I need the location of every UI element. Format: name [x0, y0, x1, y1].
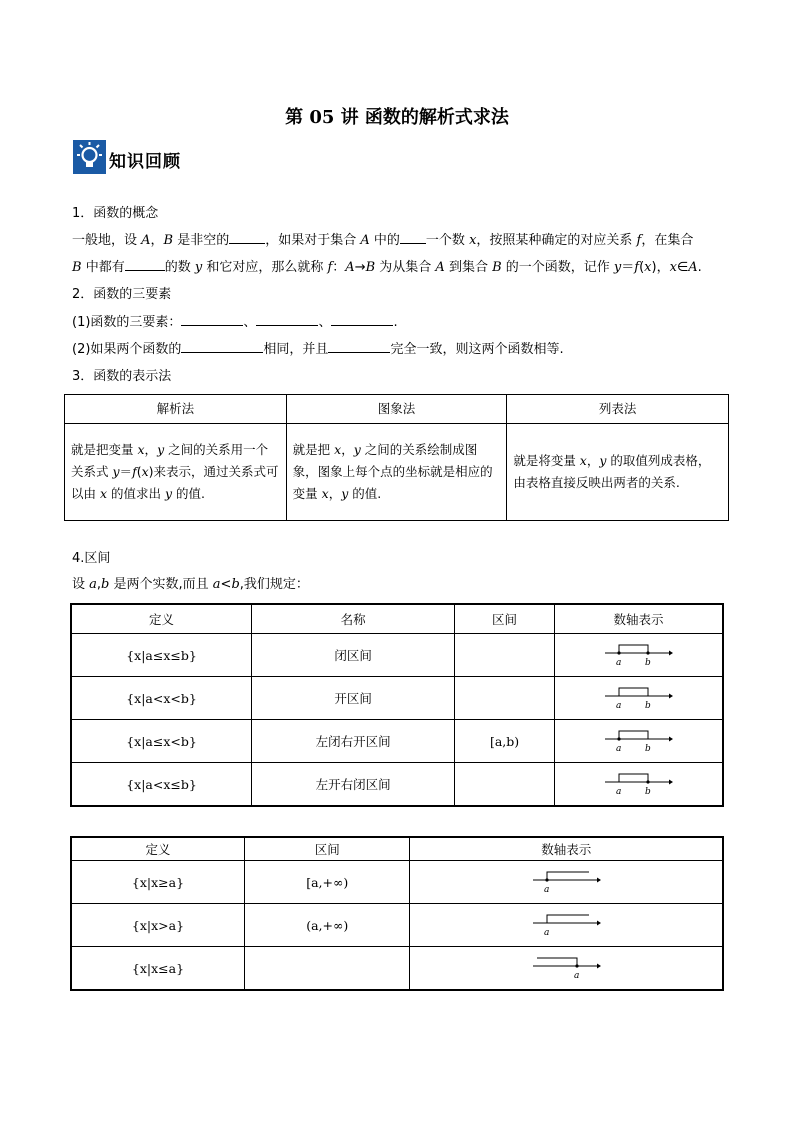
table-header: 区间 — [455, 604, 555, 634]
blank[interactable] — [256, 313, 318, 326]
number-line — [531, 869, 601, 895]
number-line-cell — [554, 677, 723, 720]
number-line-cell — [554, 763, 723, 807]
page-title: 第 05 讲 函数的解析式求法 — [285, 107, 509, 128]
definition-cell: {x|x≥a} — [71, 861, 245, 904]
number-line — [531, 912, 601, 938]
finite-interval-table — [70, 603, 724, 807]
blank[interactable] — [181, 313, 243, 326]
svg-text:b: b — [645, 744, 652, 754]
table-header: 定义 — [71, 604, 252, 634]
definition-cell: {x|a≤x<b} — [71, 720, 252, 763]
section-label: 知识回顾 — [109, 152, 181, 172]
number-line — [603, 685, 673, 711]
number-line — [603, 771, 673, 797]
svg-text:b: b — [645, 787, 652, 797]
svg-text:a: a — [616, 658, 622, 668]
heading-representation: 3．函数的表示法 — [72, 369, 172, 384]
analytic-method-cell: 就是把变量 x，y 之间的关系用一个关系式 y＝f(x)来表示，通过关系式可以由 x 的值求出 y 的值. — [65, 424, 287, 521]
lightbulb-icon — [73, 140, 106, 174]
interval-cell — [455, 634, 555, 677]
table-header: 解析法 — [65, 395, 287, 424]
number-line-cell — [410, 947, 723, 991]
number-line — [603, 728, 673, 754]
number-line-cell — [410, 861, 723, 904]
table-row — [71, 763, 723, 807]
table-row — [71, 947, 723, 991]
definition-cell: {x|a<x≤b} — [71, 763, 252, 807]
table-row — [71, 677, 723, 720]
elements-line-1: (1)函数的三要素： 、 、 . — [72, 315, 398, 330]
interval-cell — [455, 763, 555, 807]
number-line — [603, 642, 673, 668]
interval-cell: (a,+∞) — [245, 904, 410, 947]
table-header: 列表法 — [507, 395, 729, 424]
table-header: 定义 — [71, 837, 245, 861]
interval-intro: 设 a,b 是两个实数,而且 a<b,我们规定： — [72, 577, 309, 592]
svg-text:b: b — [645, 701, 652, 711]
table-header: 图象法 — [286, 395, 507, 424]
svg-text:a: a — [574, 971, 580, 981]
interval-cell: [a,+∞) — [245, 861, 410, 904]
svg-text:a: a — [544, 928, 550, 938]
heading-three-elements: 2．函数的三要素 — [72, 287, 172, 302]
blank[interactable] — [331, 313, 393, 326]
table-row — [71, 720, 723, 763]
blank[interactable] — [400, 231, 426, 244]
definition-cell: {x|x>a} — [71, 904, 245, 947]
graph-method-cell: 就是把 x，y 之间的关系绘制成图象，图象上每个点的坐标就是相应的变量 x，y 的值. — [286, 424, 507, 521]
representation-table — [64, 394, 729, 521]
blank[interactable] — [125, 258, 165, 271]
svg-text:b: b — [645, 658, 652, 668]
table-row — [71, 861, 723, 904]
number-line — [531, 955, 601, 981]
number-line-cell — [554, 634, 723, 677]
svg-text:a: a — [616, 787, 622, 797]
definition-cell: {x|x≤a} — [71, 947, 245, 991]
interval-cell — [245, 947, 410, 991]
blank[interactable] — [229, 231, 265, 244]
svg-text:a: a — [616, 744, 622, 754]
interval-cell: [a,b) — [455, 720, 555, 763]
definition-cell: {x|a≤x≤b} — [71, 634, 252, 677]
number-line-cell — [410, 904, 723, 947]
name-cell: 左闭右开区间 — [252, 720, 455, 763]
heading-interval: 4.区间 — [72, 551, 111, 566]
concept-line-1: 一般地，设 A，B 是非空的 ，如果对于集合 A 中的 一个数 x，按照某种确定的对应关系 f，在集合 — [72, 233, 694, 248]
blank[interactable] — [181, 340, 263, 353]
table-header: 区间 — [245, 837, 410, 861]
table-header: 名称 — [252, 604, 455, 634]
heading-function-concept: 1．函数的概念 — [72, 206, 159, 221]
table-header: 数轴表示 — [554, 604, 723, 634]
table-row — [71, 634, 723, 677]
name-cell: 闭区间 — [252, 634, 455, 677]
interval-cell — [455, 677, 555, 720]
blank[interactable] — [328, 340, 390, 353]
svg-text:a: a — [616, 701, 622, 711]
table-header: 数轴表示 — [410, 837, 723, 861]
name-cell: 开区间 — [252, 677, 455, 720]
concept-line-2: B 中都有 的数 y 和它对应，那么就称 f：A→B 为从集合 A 到集合 B 的一个函数，记作 y＝f(x)，x∈A. — [72, 260, 702, 275]
infinite-interval-table — [70, 836, 724, 991]
definition-cell: {x|a<x<b} — [71, 677, 252, 720]
svg-text:a: a — [544, 885, 550, 895]
table-method-cell: 就是将变量 x，y 的取值列成表格，由表格直接反映出两者的关系. — [507, 424, 729, 521]
elements-line-2: (2)如果两个函数的 相同，并且 完全一致，则这两个函数相等. — [72, 342, 564, 357]
table-row — [71, 904, 723, 947]
name-cell: 左开右闭区间 — [252, 763, 455, 807]
number-line-cell — [554, 720, 723, 763]
